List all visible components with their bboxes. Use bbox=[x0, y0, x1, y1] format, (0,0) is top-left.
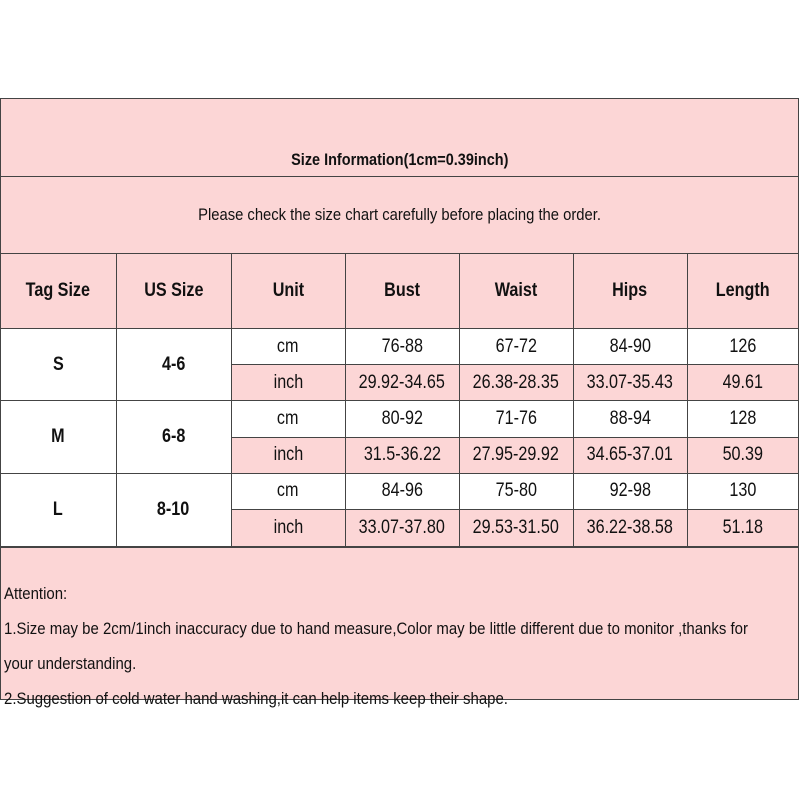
attention-line: 2.Suggestion of cold water hand washing,it can help items keep their shape. bbox=[4, 689, 508, 708]
waist-cell: 26.38-28.35 bbox=[459, 365, 573, 401]
header-hips: Hips bbox=[573, 254, 687, 329]
bust-cell: 31.5-36.22 bbox=[345, 437, 459, 473]
bust-cell: 80-92 bbox=[345, 401, 459, 437]
us-size-cell: 4-6 bbox=[116, 329, 231, 401]
waist-cell: 27.95-29.92 bbox=[459, 437, 573, 473]
table-row bbox=[1, 473, 798, 509]
header-length: Length bbox=[687, 254, 798, 329]
notice-text: Please check the size chart carefully before placing the order. bbox=[198, 205, 601, 224]
hips-cell: 36.22-38.58 bbox=[573, 509, 687, 546]
header-bust: Bust bbox=[345, 254, 459, 329]
tag-size-cell: L bbox=[1, 473, 116, 546]
bust-cell: 29.92-34.65 bbox=[345, 365, 459, 401]
hips-cell: 88-94 bbox=[573, 401, 687, 437]
table-row bbox=[1, 329, 798, 365]
size-info-title bbox=[1, 99, 798, 177]
waist-cell: 71-76 bbox=[459, 401, 573, 437]
bust-cell: 84-96 bbox=[345, 473, 459, 509]
waist-cell: 75-80 bbox=[459, 473, 573, 509]
attention-notes bbox=[1, 547, 798, 708]
bust-cell: 76-88 bbox=[345, 329, 459, 365]
tag-size-cell: M bbox=[1, 401, 116, 473]
waist-cell: 67-72 bbox=[459, 329, 573, 365]
hips-cell: 92-98 bbox=[573, 473, 687, 509]
size-table bbox=[1, 254, 798, 547]
unit-cell: cm bbox=[231, 473, 345, 509]
length-cell: 51.18 bbox=[687, 509, 798, 546]
title-text: Size Information(1cm=0.39inch) bbox=[290, 150, 509, 169]
header-unit: Unit bbox=[231, 254, 345, 329]
unit-cell: inch bbox=[231, 365, 345, 401]
length-cell: 50.39 bbox=[687, 437, 798, 473]
length-cell: 128 bbox=[687, 401, 798, 437]
size-notice bbox=[1, 177, 798, 254]
unit-cell: inch bbox=[231, 509, 345, 546]
us-size-cell: 6-8 bbox=[116, 401, 231, 473]
header-waist: Waist bbox=[459, 254, 573, 329]
hips-cell: 34.65-37.01 bbox=[573, 437, 687, 473]
unit-cell: inch bbox=[231, 437, 345, 473]
attention-heading: Attention: bbox=[4, 584, 68, 603]
hips-cell: 33.07-35.43 bbox=[573, 365, 687, 401]
header-us-size: US Size bbox=[116, 254, 231, 329]
length-cell: 130 bbox=[687, 473, 798, 509]
length-cell: 49.61 bbox=[687, 365, 798, 401]
length-cell: 126 bbox=[687, 329, 798, 365]
waist-cell: 29.53-31.50 bbox=[459, 509, 573, 546]
bust-cell: 33.07-37.80 bbox=[345, 509, 459, 546]
attention-line: your understanding. bbox=[4, 654, 137, 673]
tag-size-cell: S bbox=[1, 329, 116, 401]
table-header-row bbox=[1, 254, 798, 329]
unit-cell: cm bbox=[231, 329, 345, 365]
table-row bbox=[1, 401, 798, 437]
header-tag-size: Tag Size bbox=[1, 254, 116, 329]
size-chart bbox=[0, 98, 799, 708]
unit-cell: cm bbox=[231, 401, 345, 437]
attention-line: 1.Size may be 2cm/1inch inaccuracy due to hand measure,Color may be little different due to monitor ,thanks for bbox=[4, 619, 748, 638]
us-size-cell: 8-10 bbox=[116, 473, 231, 546]
hips-cell: 84-90 bbox=[573, 329, 687, 365]
